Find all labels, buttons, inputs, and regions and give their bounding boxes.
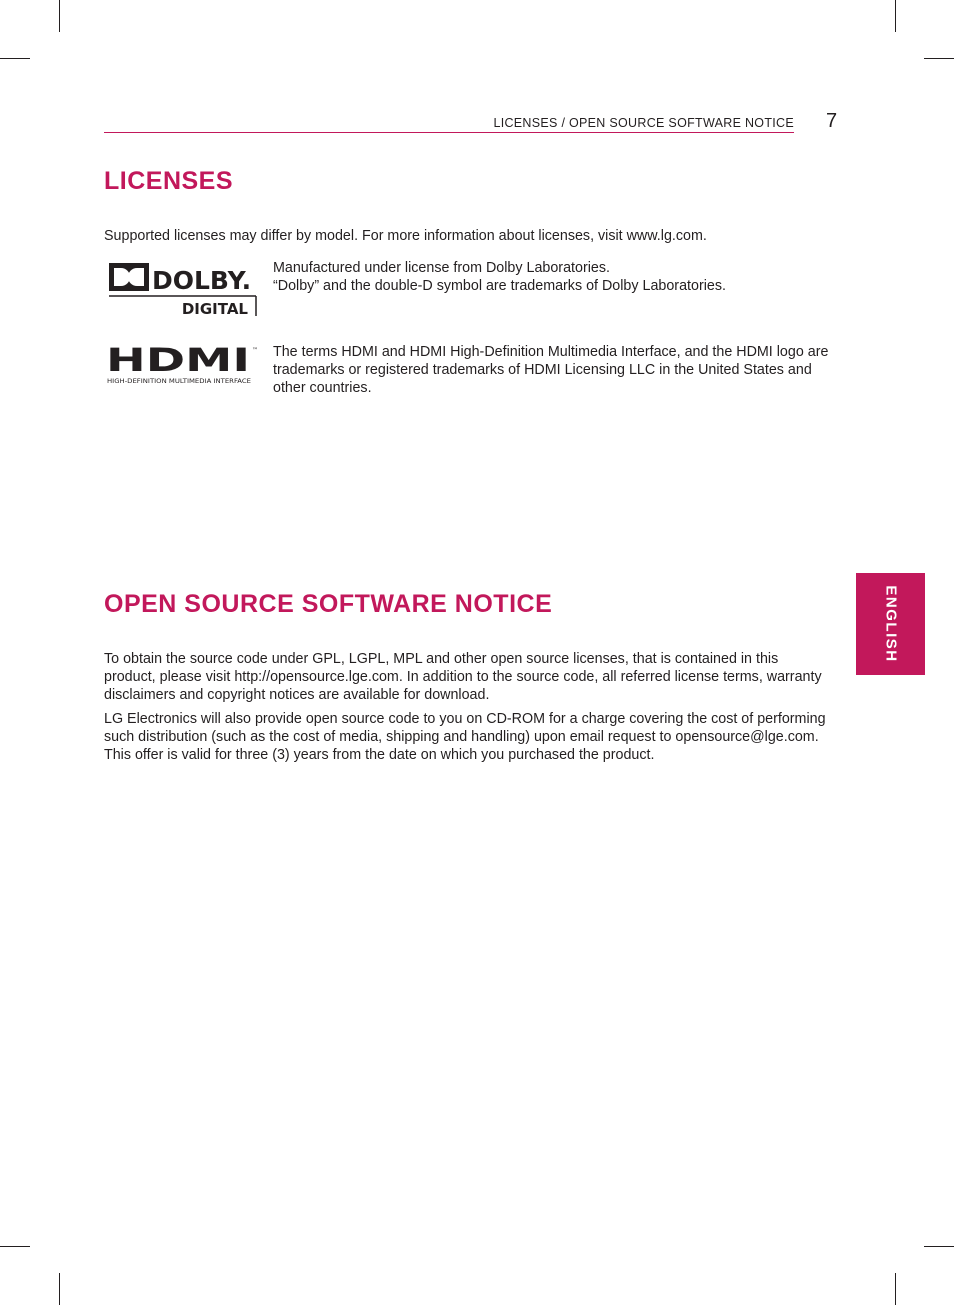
hdmi-logo-subtext: HIGH-DEFINITION MULTIMEDIA INTERFACE bbox=[107, 378, 252, 385]
crop-mark bbox=[59, 1273, 60, 1305]
crop-mark bbox=[895, 0, 896, 32]
language-side-tab-label: ENGLISH bbox=[882, 585, 899, 663]
dolby-digital-logo bbox=[108, 260, 260, 318]
dolby-logo-subtext: DIGITAL bbox=[181, 300, 248, 318]
header-divider bbox=[104, 132, 794, 133]
open-source-paragraph-2: LG Electronics will also provide open source code to you on CD-ROM for a charge covering the cost of performing such distribution (such as the cost of media, shipping and handling) upon email request to opensource@lge.com. This offer is valid for three (3) years from the date on which you purchased the product. bbox=[104, 711, 826, 763]
licenses-intro: Supported licenses may differ by model. For more information about licenses, visit www.lg.com. bbox=[104, 228, 707, 244]
crop-mark bbox=[895, 1273, 896, 1305]
hdmi-license-text: The terms HDMI and HDMI High-Definition Multimedia Interface, and the HDMI logo are trademarks or registered trademarks of HDMI Licensing LLC in the United States and other countries. bbox=[273, 344, 829, 396]
open-source-paragraph-1: To obtain the source code under GPL, LGPL, MPL and other open source licenses, that is contained in this product, please visit http://opensource.lge.com. In addition to the source code, all referred license terms, warranty disclaimers and copyright notices are available for download. bbox=[104, 651, 822, 703]
crop-mark bbox=[924, 1246, 954, 1247]
licenses-heading: LICENSES bbox=[104, 167, 234, 195]
hdmi-logo-wordmark: HDMI bbox=[106, 344, 250, 379]
crop-mark bbox=[59, 0, 60, 32]
hdmi-logo bbox=[106, 344, 260, 386]
language-side-tab bbox=[856, 573, 925, 675]
crop-mark bbox=[0, 1246, 30, 1247]
dolby-license-line-2: “Dolby” and the double-D symbol are trademarks of Dolby Laboratories. bbox=[273, 278, 726, 294]
page-number: 7 bbox=[826, 110, 838, 132]
dolby-license-line-1: Manufactured under license from Dolby Laboratories. bbox=[273, 260, 610, 276]
crop-mark bbox=[924, 58, 954, 59]
running-header: LICENSES / OPEN SOURCE SOFTWARE NOTICE bbox=[493, 116, 794, 130]
open-source-heading: OPEN SOURCE SOFTWARE NOTICE bbox=[104, 590, 553, 618]
crop-mark bbox=[0, 58, 30, 59]
dolby-logo-wordmark: DOLBY. bbox=[152, 266, 252, 295]
hdmi-logo-tm: ™ bbox=[252, 347, 258, 354]
dolby-license-text bbox=[273, 259, 835, 295]
